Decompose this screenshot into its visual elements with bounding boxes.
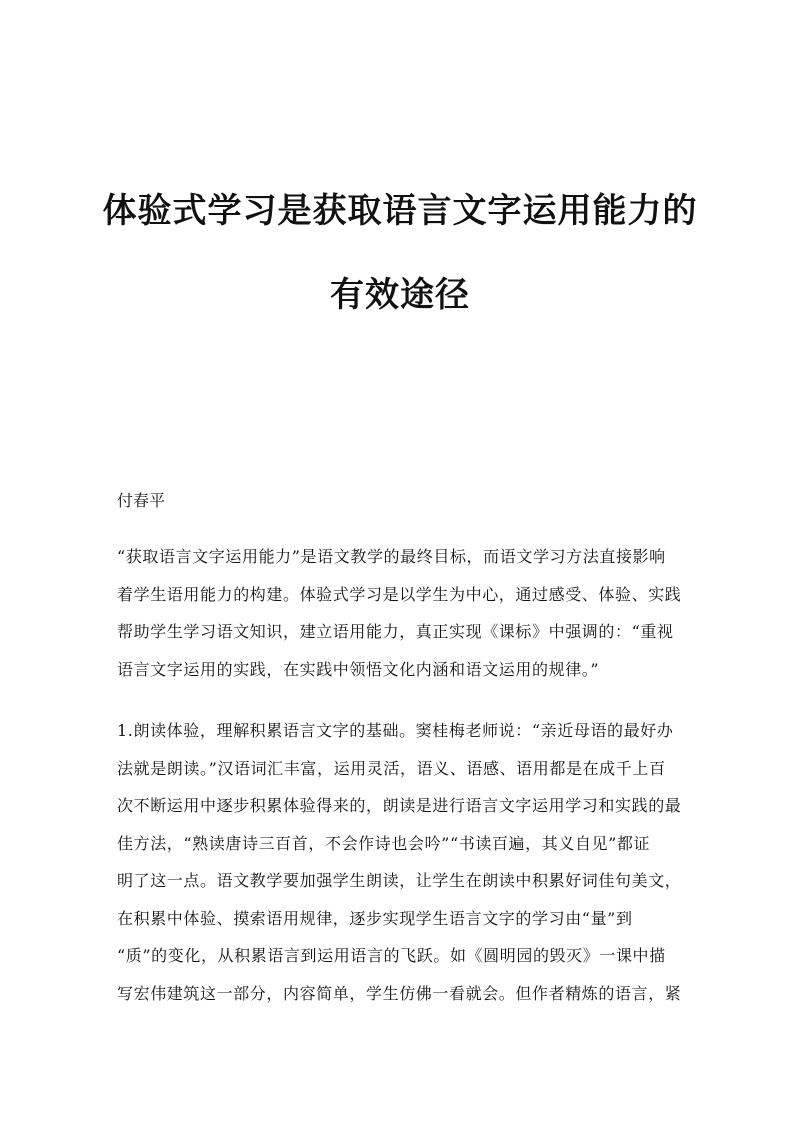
text-line: 着学生语用能力的构建。体验式学习是以学生为中心，通过感受、体验、实践 [117, 584, 682, 604]
text-line: 语言文字运用的实践，在实践中领悟文化内涵和语文运用的规律。” [117, 659, 600, 679]
text-line: 次不断运用中逐步积累体验得来的，朗读是进行语言文字运用学习和实践的最 [117, 796, 682, 815]
paragraph-section-1 [117, 720, 683, 1020]
title-line-1: 体验式学习是获取语言文字运用能力的 [102, 191, 698, 231]
text-line: 帮助学生学习语文知识，建立语用能力，真正实现《课标》中强调的：“重视 [117, 622, 674, 641]
paragraph-intro [117, 546, 683, 696]
text-line: 明了这一点。语文教学要加强学生朗读，让学生在朗读中积累好词佳句美文， [117, 871, 682, 890]
text-line: 佳方法，“熟读唐诗三百首，不会作诗也会吟”“书读百遍，其义自见”都证 [117, 833, 651, 853]
text-line: 1.朗读体验，理解积累语言文字的基础。窦桂梅老师说：“亲近母语的最好办 [117, 721, 674, 740]
text-line: 在积累中体验、摸索语用规律，逐步实现学生语言文字的学习由“量”到 [117, 908, 633, 928]
title-line-2: 有效途径 [330, 275, 470, 315]
text-line: 法就是朗读。”汉语词汇丰富，运用灵活，语义、语感、语用都是在成千上百 [117, 758, 666, 778]
text-line: 写宏伟建筑这一部分，内容简单，学生仿佛一看就会。但作者精炼的语言，紧 [117, 983, 682, 1003]
text-line: “获取语言文字运用能力”是语文教学的最终目标，而语文学习方法直接影响 [117, 547, 666, 566]
text-line: “质”的变化，从积累语言到运用语言的飞跃。如《圆明园的毁灭》一课中描 [117, 946, 666, 965]
author-name: 付春平 [117, 491, 166, 510]
